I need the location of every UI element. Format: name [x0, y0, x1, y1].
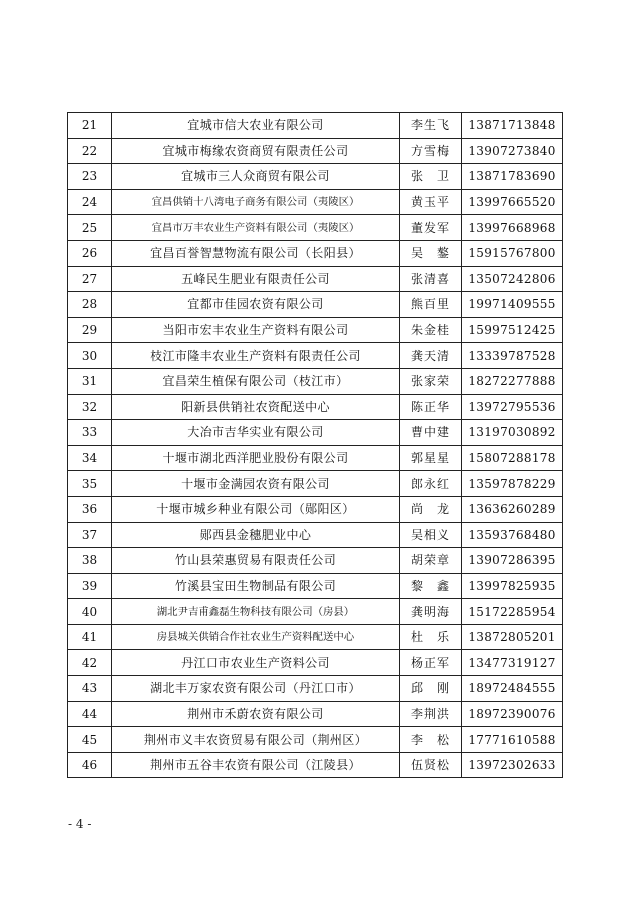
- row-number: 43: [68, 676, 112, 702]
- contact-person: 吴 鏊: [400, 240, 462, 266]
- contact-person: 张清喜: [400, 266, 462, 292]
- table-row: [68, 752, 563, 778]
- contact-person: 黄玉平: [400, 189, 462, 215]
- table-row: [68, 624, 563, 650]
- phone-number: 13907273840: [462, 138, 563, 164]
- company-name: 枝江市隆丰农业生产资料有限责任公司: [112, 343, 400, 369]
- company-name: 湖北尹吉甫鑫磊生物科技有限公司（房县）: [112, 599, 400, 625]
- row-number: 31: [68, 368, 112, 394]
- table-row: [68, 394, 563, 420]
- row-number: 30: [68, 343, 112, 369]
- company-name: 宜昌市万丰农业生产资料有限公司（夷陵区）: [112, 215, 400, 241]
- phone-number: 13477319127: [462, 650, 563, 676]
- row-number: 28: [68, 292, 112, 318]
- contact-person: 郭星星: [400, 445, 462, 471]
- contact-person: 龚明海: [400, 599, 462, 625]
- phone-number: 13593768480: [462, 522, 563, 548]
- phone-number: 18272277888: [462, 368, 563, 394]
- phone-number: 13197030892: [462, 420, 563, 446]
- company-name: 大冶市吉华实业有限公司: [112, 420, 400, 446]
- company-name: 宜城市梅缘农资商贸有限责任公司: [112, 138, 400, 164]
- row-number: 41: [68, 624, 112, 650]
- phone-number: 13597878229: [462, 471, 563, 497]
- table-row: [68, 240, 563, 266]
- page-number: - 4 -: [68, 817, 92, 831]
- row-number: 25: [68, 215, 112, 241]
- row-number: 34: [68, 445, 112, 471]
- table-row: [68, 138, 563, 164]
- company-name: 十堰市湖北西洋肥业股份有限公司: [112, 445, 400, 471]
- row-number: 37: [68, 522, 112, 548]
- company-name: 阳新县供销社农资配送中心: [112, 394, 400, 420]
- row-number: 45: [68, 727, 112, 753]
- contact-person: 方雪梅: [400, 138, 462, 164]
- company-name: 宜昌百誉智慧物流有限公司（长阳县）: [112, 240, 400, 266]
- contact-person: 尚 龙: [400, 496, 462, 522]
- company-name: 宜昌供销十八湾电子商务有限公司（夷陵区）: [112, 189, 400, 215]
- company-name: 荆州市义丰农资贸易有限公司（荆州区）: [112, 727, 400, 753]
- phone-number: 13872805201: [462, 624, 563, 650]
- row-number: 42: [68, 650, 112, 676]
- supplier-contact-table: [67, 112, 563, 778]
- contact-person: 曹中建: [400, 420, 462, 446]
- company-name: 宜城市信大农业有限公司: [112, 113, 400, 139]
- contact-person: 邱 刚: [400, 676, 462, 702]
- phone-number: 17771610588: [462, 727, 563, 753]
- contact-person: 杜 乐: [400, 624, 462, 650]
- table-row: [68, 676, 563, 702]
- phone-number: 13339787528: [462, 343, 563, 369]
- contact-person: 郎永红: [400, 471, 462, 497]
- phone-number: 15997512425: [462, 317, 563, 343]
- table-row: [68, 215, 563, 241]
- phone-number: 18972484555: [462, 676, 563, 702]
- contact-person: 胡荣章: [400, 548, 462, 574]
- contact-person: 朱金桂: [400, 317, 462, 343]
- contact-person: 杨正军: [400, 650, 462, 676]
- contact-person: 张 卫: [400, 164, 462, 190]
- table-row: [68, 650, 563, 676]
- contact-person: 李 松: [400, 727, 462, 753]
- phone-number: 15807288178: [462, 445, 563, 471]
- company-name: 宜昌荣生植保有限公司（枝江市）: [112, 368, 400, 394]
- row-number: 27: [68, 266, 112, 292]
- table-row: [68, 317, 563, 343]
- table-row: [68, 522, 563, 548]
- table-row: [68, 292, 563, 318]
- row-number: 23: [68, 164, 112, 190]
- company-name: 荆州市禾蔚农资有限公司: [112, 701, 400, 727]
- table-row: [68, 164, 563, 190]
- row-number: 29: [68, 317, 112, 343]
- contact-person: 龚天清: [400, 343, 462, 369]
- contact-person: 李荆洪: [400, 701, 462, 727]
- company-name: 宜都市佳园农资有限公司: [112, 292, 400, 318]
- company-name: 郧西县金穗肥业中心: [112, 522, 400, 548]
- phone-number: 15915767800: [462, 240, 563, 266]
- contact-person: 黎 鑫: [400, 573, 462, 599]
- contact-person: 伍贤松: [400, 752, 462, 778]
- company-name: 房县城关供销合作社农业生产资料配送中心: [112, 624, 400, 650]
- table-row: [68, 343, 563, 369]
- contact-person: 董发军: [400, 215, 462, 241]
- company-name: 十堰市金满园农资有限公司: [112, 471, 400, 497]
- row-number: 40: [68, 599, 112, 625]
- table-row: [68, 420, 563, 446]
- phone-number: 13871783690: [462, 164, 563, 190]
- table-row: [68, 189, 563, 215]
- phone-number: 13507242806: [462, 266, 563, 292]
- table-row: [68, 599, 563, 625]
- company-name: 湖北丰万家农资有限公司（丹江口市）: [112, 676, 400, 702]
- table-row: [68, 266, 563, 292]
- company-name: 竹溪县宝田生物制品有限公司: [112, 573, 400, 599]
- contact-person: 吴相义: [400, 522, 462, 548]
- phone-number: 13997825935: [462, 573, 563, 599]
- contact-person: 张家荣: [400, 368, 462, 394]
- company-name: 丹江口市农业生产资料公司: [112, 650, 400, 676]
- phone-number: 13997665520: [462, 189, 563, 215]
- table-row: [68, 573, 563, 599]
- row-number: 38: [68, 548, 112, 574]
- contact-person: 熊百里: [400, 292, 462, 318]
- row-number: 33: [68, 420, 112, 446]
- table-row: [68, 445, 563, 471]
- phone-number: 13907286395: [462, 548, 563, 574]
- table-row: [68, 701, 563, 727]
- phone-number: 13997668968: [462, 215, 563, 241]
- company-name: 竹山县荣惠贸易有限责任公司: [112, 548, 400, 574]
- row-number: 35: [68, 471, 112, 497]
- row-number: 21: [68, 113, 112, 139]
- contact-person: 李生飞: [400, 113, 462, 139]
- phone-number: 15172285954: [462, 599, 563, 625]
- table-row: [68, 496, 563, 522]
- phone-number: 13636260289: [462, 496, 563, 522]
- company-name: 荆州市五谷丰农资有限公司（江陵县）: [112, 752, 400, 778]
- table-row: [68, 113, 563, 139]
- phone-number: 13972795536: [462, 394, 563, 420]
- phone-number: 13972302633: [462, 752, 563, 778]
- row-number: 44: [68, 701, 112, 727]
- table-row: [68, 368, 563, 394]
- table-row: [68, 471, 563, 497]
- phone-number: 18972390076: [462, 701, 563, 727]
- contact-person: 陈正华: [400, 394, 462, 420]
- row-number: 24: [68, 189, 112, 215]
- company-name: 五峰民生肥业有限责任公司: [112, 266, 400, 292]
- table-body: [68, 113, 563, 778]
- row-number: 46: [68, 752, 112, 778]
- table-row: [68, 548, 563, 574]
- row-number: 39: [68, 573, 112, 599]
- company-name: 十堰市城乡种业有限公司（郧阳区）: [112, 496, 400, 522]
- phone-number: 19971409555: [462, 292, 563, 318]
- phone-number: 13871713848: [462, 113, 563, 139]
- company-name: 当阳市宏丰农业生产资料有限公司: [112, 317, 400, 343]
- row-number: 26: [68, 240, 112, 266]
- table-row: [68, 727, 563, 753]
- row-number: 22: [68, 138, 112, 164]
- company-name: 宜城市三人众商贸有限公司: [112, 164, 400, 190]
- row-number: 32: [68, 394, 112, 420]
- row-number: 36: [68, 496, 112, 522]
